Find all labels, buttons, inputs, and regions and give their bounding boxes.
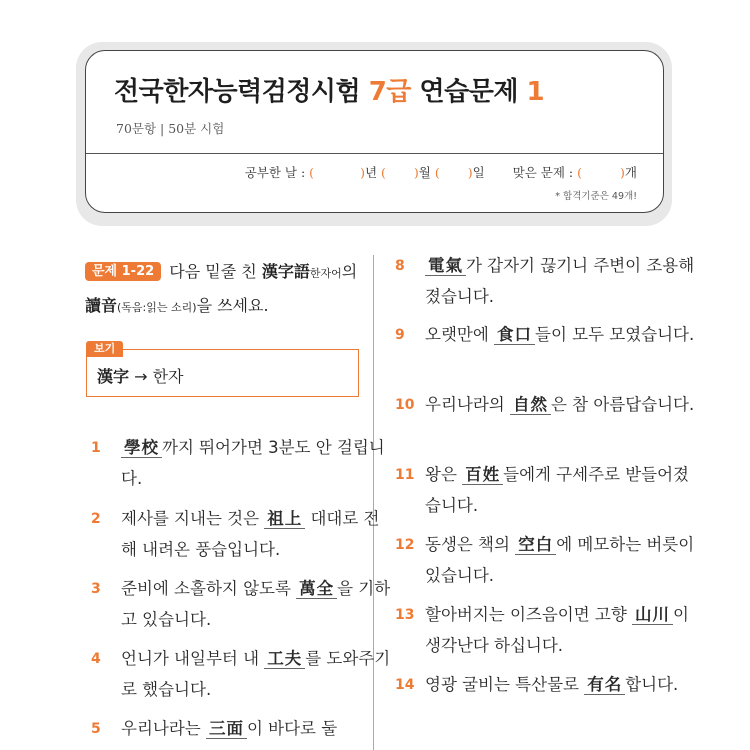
question-item: 12 동생은 책의 空白 에 메모하는 버릇이 있습니다. [395, 535, 695, 585]
underlined-hanja: 學校 [121, 438, 162, 458]
question-item: 11 왕은 百姓 들에게 구세주로 받들어졌습니다. [395, 465, 689, 515]
question-item: 4 언니가 내일부터 내 工夫 를 도와주기로 했습니다. [91, 649, 391, 699]
underlined-hanja: 萬全 [296, 579, 337, 599]
exercise-number: 1 [526, 77, 545, 107]
underlined-hanja: 百姓 [462, 465, 503, 485]
header-divider [86, 153, 663, 154]
underlined-hanja: 山川 [632, 605, 673, 625]
underlined-hanja: 食口 [494, 325, 535, 345]
exam-info: 70문항 | 50분 시험 [116, 121, 225, 136]
question-item: 1 學校 까지 뛰어가면 3분도 안 걸립니다. [91, 438, 385, 488]
underlined-hanja: 祖上 [264, 509, 305, 529]
example-answer: 한자 [152, 367, 184, 386]
study-record: 공부한 날 : ( )년 ( )월 ( )일 맞은 문제 : ( )개 [244, 165, 637, 180]
underlined-hanja: 工夫 [264, 649, 305, 669]
example-box: 漢字 → 한자 [86, 349, 359, 397]
question-item: 5 우리나라는 三面 이 바다로 둘 [91, 719, 338, 738]
underlined-hanja: 自然 [510, 395, 551, 415]
example-hanja: 漢字 [97, 367, 130, 386]
question-item: 8 電氣 가 갑자기 끊기니 주변이 조용해졌습니다. [395, 256, 695, 306]
underlined-hanja: 空白 [515, 535, 556, 555]
grade-label: 7급 [368, 77, 411, 107]
page-title: 전국한자능력검정시험 7급 연습문제 1 [114, 77, 545, 107]
question-item: 3 준비에 소홀하지 않도록 萬全 을 기하고 있습니다. [91, 579, 391, 629]
question-item: 13 할아버지는 이즈음이면 고향 山川 이 생각난다 하십니다. [395, 605, 689, 655]
question-range-badge: 문제 1-22 [85, 262, 161, 281]
example-tab: 보기 [86, 341, 123, 357]
underlined-hanja: 有名 [584, 675, 625, 695]
pass-criteria-note: * 합격기준은 49개! [555, 191, 637, 202]
question-item: 14 영광 굴비는 특산물로 有名 합니다. [395, 675, 679, 694]
instruction: 문제 1-22 다음 밑줄 친 漢字語한자어의 讀音(독음:읽는 소리)을 쓰세요. [85, 262, 358, 315]
header-card [85, 50, 664, 213]
underlined-hanja: 三面 [206, 719, 247, 739]
underlined-hanja: 電氣 [425, 256, 466, 276]
question-item: 2 제사를 지내는 것은 祖上 대대로 전해 내려온 풍습입니다. [91, 509, 380, 559]
question-item: 9 오랫만에 食口 들이 모두 모였습니다. [395, 325, 695, 344]
question-item: 10 우리나라의 自然 은 참 아름답습니다. [395, 395, 695, 414]
